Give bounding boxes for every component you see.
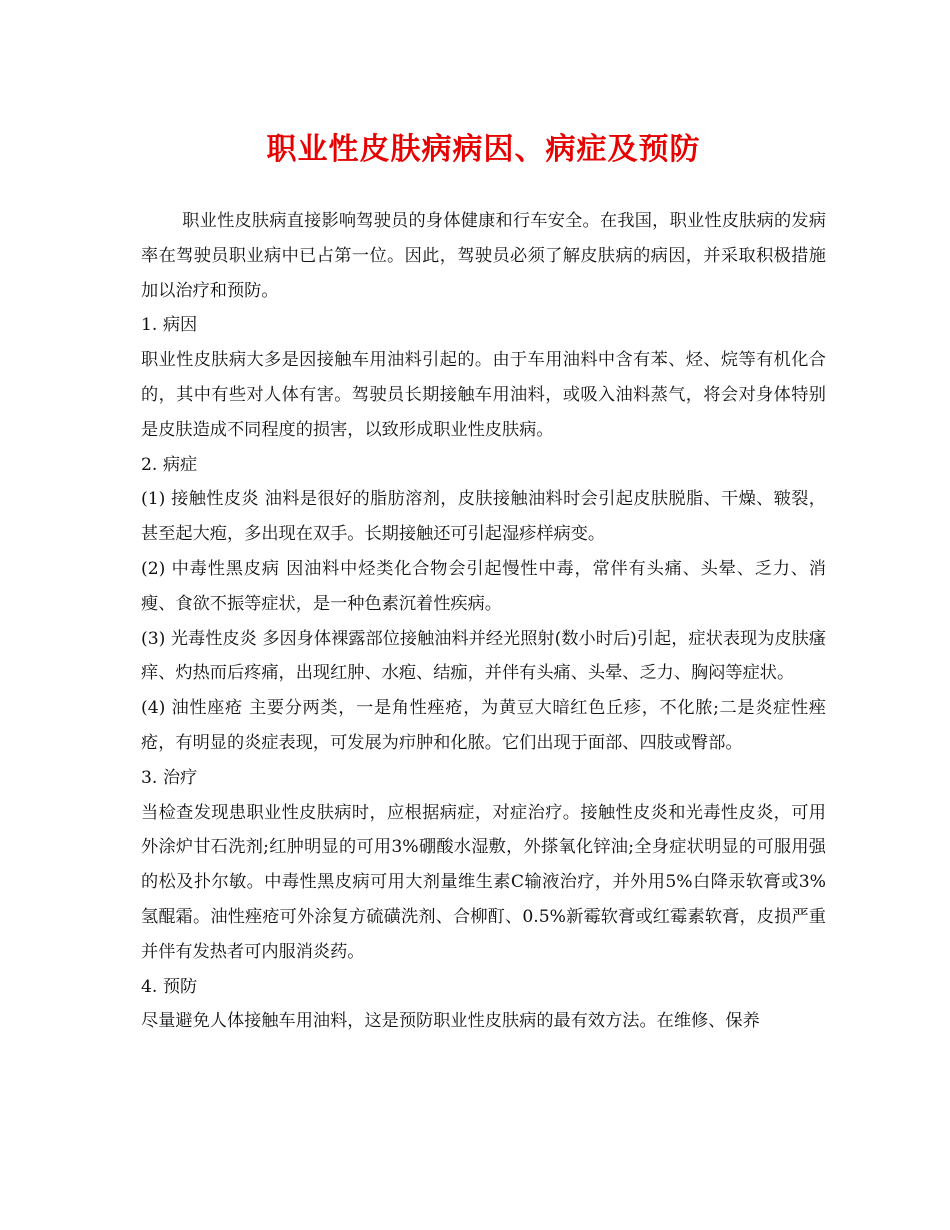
symptom-item-3: (3) 光毒性皮炎 多因身体裸露部位接触油料并经光照射(数小时后)引起，症状表现为皮肤瘙痒、灼热而后疼痛，出现红肿、水疱、结痂，并伴有头痛、头晕、乏力、胸闷等症状。 xyxy=(141,628,826,684)
section-heading-treatment: 3. 治疗 xyxy=(141,767,198,788)
document-body xyxy=(141,204,826,1039)
symptom-item-1: (1) 接触性皮炎 油料是很好的脂肪溶剂，皮肤接触油料时会引起皮肤脱脂、干燥、皲裂，甚至起大疱，多出现在双手。长期接触还可引起湿疹样病变。 xyxy=(141,489,826,545)
symptom-item-2: (2) 中毒性黑皮病 因油料中烃类化合物会引起慢性中毒，常伴有头痛、头晕、乏力、消瘦、食欲不振等症状，是一种色素沉着性疾病。 xyxy=(141,558,826,614)
section-heading-cause: 1. 病因 xyxy=(141,315,198,336)
section-heading-prevention: 4. 预防 xyxy=(141,976,198,997)
cause-paragraph: 职业性皮肤病大多是因接触车用油料引起的。由于车用油料中含有苯、烃、烷等有机化合的，其中有些对人体有害。驾驶员长期接触车用油料，或吸入油料蒸气，将会对身体特别是皮肤造成不同程度的损害，以致形成职业性皮肤病。 xyxy=(141,350,826,440)
intro-paragraph: 职业性皮肤病直接影响驾驶员的身体健康和行车安全。在我国，职业性皮肤病的发病率在驾驶员职业病中已占第一位。因此，驾驶员必须了解皮肤病的病因，并采取积极措施加以治疗和预防。 xyxy=(141,211,826,301)
section-heading-symptoms: 2. 病症 xyxy=(141,454,198,475)
prevention-paragraph: 尽量避免人体接触车用油料，这是预防职业性皮肤病的最有效方法。在维修、保养 xyxy=(141,1011,760,1032)
document-page xyxy=(141,124,826,1039)
symptom-item-4: (4) 油性座疮 主要分两类，一是角性痤疮，为黄豆大暗红色丘疹，不化脓;二是炎症性痤疮，有明显的炎症表现，可发展为疖肿和化脓。它们出现于面部、四肢或臀部。 xyxy=(141,698,826,753)
document-title: 职业性皮肤病病因、病症及预防 xyxy=(266,132,701,167)
treatment-paragraph: 当检查发现患职业性皮肤病时，应根据病症，对症治疗。接触性皮炎和光毒性皮炎，可用外涂炉甘石洗剂;红肿明显的可用3%硼酸水湿敷，外搽氧化锌油;全身症状明显的可服用强的松及扑尔敏。中毒性黑皮病可用大剂量维生素C输液治疗，并外用5%白降汞软膏或3%氢醌霜。油性痤疮可外涂复方硫磺洗剂、合柳酊、0.5%新霉软膏或红霉素软膏，皮损严重并伴有发热者可内服消炎药。 xyxy=(141,802,826,962)
